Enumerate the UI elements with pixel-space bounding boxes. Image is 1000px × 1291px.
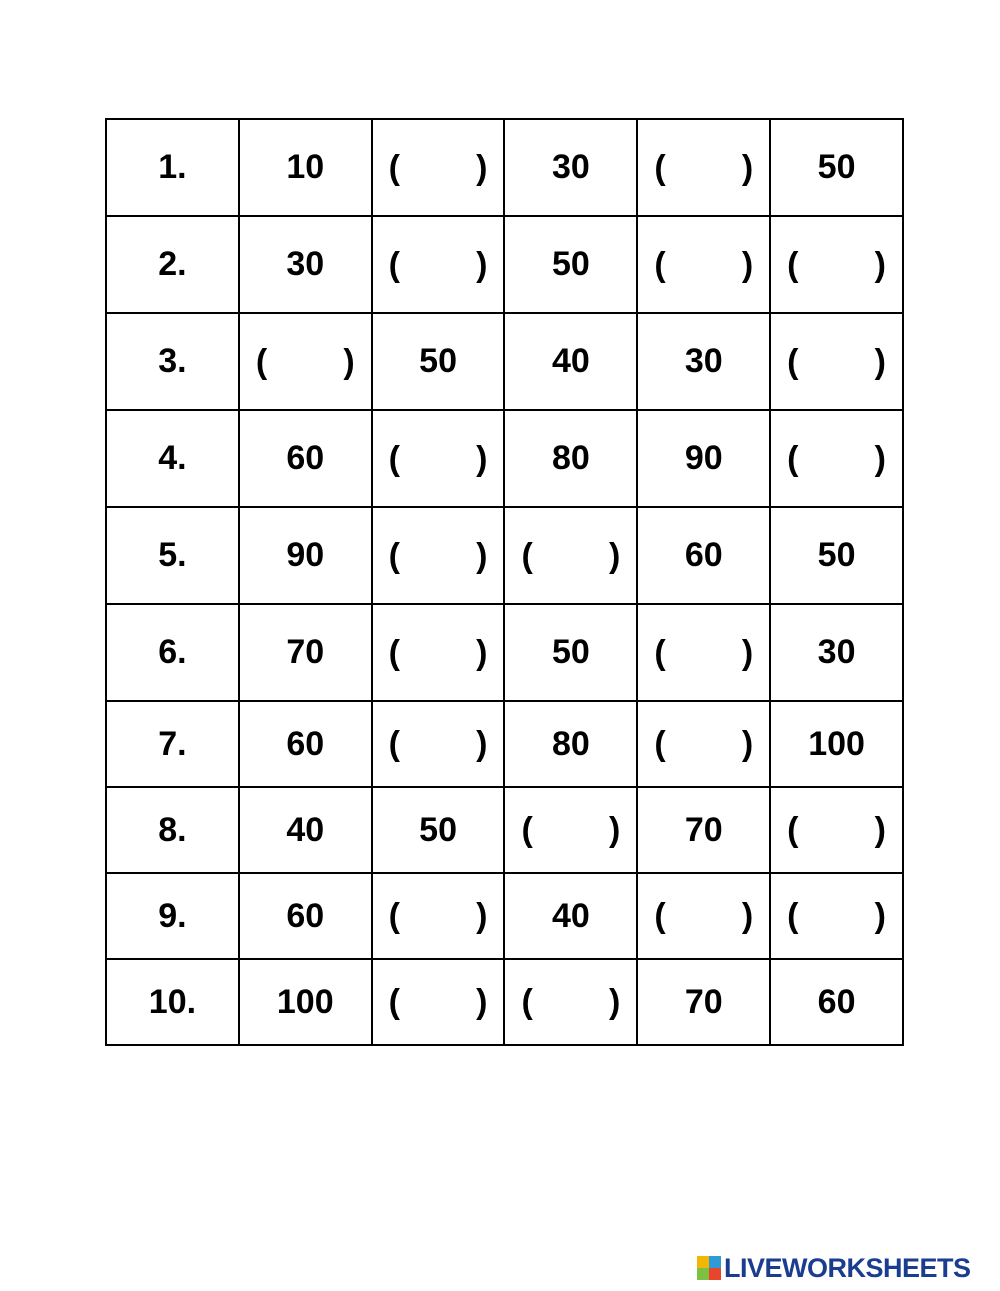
close-paren: ) <box>874 811 886 849</box>
answer-cell <box>372 959 505 1045</box>
open-paren: ( <box>388 536 400 575</box>
problem-number: 1. <box>106 119 239 216</box>
close-paren: ) <box>874 439 886 478</box>
logo-square-3 <box>697 1268 709 1280</box>
answer-input[interactable] <box>409 637 468 669</box>
given-number: 50 <box>372 787 505 873</box>
answer-cell <box>372 701 505 787</box>
problem-number: 9. <box>106 873 239 959</box>
close-paren: ) <box>476 983 488 1021</box>
open-paren: ( <box>787 245 799 284</box>
answer-cell <box>372 507 505 604</box>
table-row <box>106 959 903 1045</box>
answer-cell <box>770 873 903 959</box>
given-number: 60 <box>239 873 372 959</box>
given-number: 60 <box>239 701 372 787</box>
close-paren: ) <box>476 536 488 575</box>
given-number: 50 <box>770 119 903 216</box>
table-row <box>106 701 903 787</box>
table-row <box>106 410 903 507</box>
problem-number: 3. <box>106 313 239 410</box>
open-paren: ( <box>787 811 799 849</box>
answer-cell <box>637 873 770 959</box>
close-paren: ) <box>476 897 488 935</box>
close-paren: ) <box>741 245 754 284</box>
answer-input[interactable] <box>674 249 733 281</box>
liveworksheets-logo-icon <box>697 1256 721 1280</box>
answer-cell <box>770 216 903 313</box>
table-row <box>106 119 903 216</box>
close-paren: ) <box>874 245 886 284</box>
given-number: 70 <box>239 604 372 701</box>
open-paren: ( <box>388 245 400 284</box>
close-paren: ) <box>476 633 488 672</box>
close-paren: ) <box>741 897 754 935</box>
given-number: 90 <box>239 507 372 604</box>
answer-blank <box>638 245 769 285</box>
answer-input[interactable] <box>409 249 468 281</box>
given-number: 70 <box>637 959 770 1045</box>
answer-blank <box>771 342 902 382</box>
answer-input[interactable] <box>541 814 600 846</box>
close-paren: ) <box>608 536 621 575</box>
answer-cell <box>637 119 770 216</box>
given-number: 60 <box>239 410 372 507</box>
answer-input[interactable] <box>807 249 866 281</box>
logo-square-1 <box>697 1256 709 1268</box>
open-paren: ( <box>388 725 400 763</box>
answer-blank <box>373 724 504 764</box>
answer-blank <box>373 633 504 673</box>
open-paren: ( <box>388 633 400 672</box>
answer-input[interactable] <box>409 900 468 932</box>
open-paren: ( <box>654 245 666 284</box>
answer-blank <box>638 148 769 188</box>
open-paren: ( <box>521 811 533 849</box>
given-number: 50 <box>504 604 637 701</box>
answer-blank <box>638 724 769 764</box>
logo-square-2 <box>709 1256 721 1268</box>
answer-input[interactable] <box>541 540 600 572</box>
table-row <box>106 873 903 959</box>
given-number: 80 <box>504 410 637 507</box>
given-number: 50 <box>372 313 505 410</box>
answer-blank <box>771 245 902 285</box>
given-number: 40 <box>504 313 637 410</box>
close-paren: ) <box>608 811 621 849</box>
given-number: 40 <box>504 873 637 959</box>
answer-input[interactable] <box>674 152 733 184</box>
answer-input[interactable] <box>409 986 468 1018</box>
close-paren: ) <box>741 725 754 763</box>
answer-cell <box>372 119 505 216</box>
answer-blank <box>505 982 636 1022</box>
answer-cell <box>637 216 770 313</box>
answer-input[interactable] <box>674 637 733 669</box>
answer-cell <box>372 216 505 313</box>
answer-cell <box>637 701 770 787</box>
table-row <box>106 787 903 873</box>
given-number: 30 <box>637 313 770 410</box>
open-paren: ( <box>787 897 799 935</box>
open-paren: ( <box>654 725 666 763</box>
answer-blank <box>505 810 636 850</box>
close-paren: ) <box>476 245 488 284</box>
given-number: 60 <box>637 507 770 604</box>
open-paren: ( <box>388 439 400 478</box>
close-paren: ) <box>476 148 488 187</box>
table-row <box>106 507 903 604</box>
close-paren: ) <box>608 983 621 1021</box>
answer-cell <box>770 787 903 873</box>
liveworksheets-brand <box>697 1253 971 1283</box>
close-paren: ) <box>741 148 754 187</box>
answer-blank <box>638 896 769 936</box>
given-number: 30 <box>504 119 637 216</box>
problem-number: 7. <box>106 701 239 787</box>
given-number: 60 <box>770 959 903 1045</box>
problem-number: 5. <box>106 507 239 604</box>
open-paren: ( <box>388 897 400 935</box>
open-paren: ( <box>654 148 666 187</box>
answer-blank <box>771 439 902 479</box>
table-row <box>106 604 903 701</box>
answer-blank <box>505 536 636 576</box>
close-paren: ) <box>874 897 886 935</box>
answer-blank <box>373 536 504 576</box>
answer-input[interactable] <box>541 986 600 1018</box>
answer-blank <box>373 148 504 188</box>
problem-number: 6. <box>106 604 239 701</box>
given-number: 70 <box>637 787 770 873</box>
problem-number: 8. <box>106 787 239 873</box>
close-paren: ) <box>476 439 488 478</box>
answer-input[interactable] <box>674 900 733 932</box>
answer-cell <box>372 410 505 507</box>
answer-input[interactable] <box>807 814 866 846</box>
problem-number: 10. <box>106 959 239 1045</box>
answer-input[interactable] <box>409 728 468 760</box>
brand-text: LIVEWORKSHEETS <box>724 1253 971 1283</box>
table-row <box>106 216 903 313</box>
answer-cell <box>372 604 505 701</box>
answer-input[interactable] <box>807 900 866 932</box>
problem-number: 2. <box>106 216 239 313</box>
logo-square-4 <box>709 1268 721 1280</box>
worksheet-table <box>105 118 904 1046</box>
answer-blank <box>771 896 902 936</box>
answer-cell <box>504 959 637 1045</box>
close-paren: ) <box>476 725 488 763</box>
table-row <box>106 313 903 410</box>
open-paren: ( <box>388 148 400 187</box>
open-paren: ( <box>654 633 666 672</box>
answer-blank <box>373 439 504 479</box>
given-number: 90 <box>637 410 770 507</box>
given-number: 10 <box>239 119 372 216</box>
given-number: 30 <box>770 604 903 701</box>
open-paren: ( <box>521 983 533 1021</box>
given-number: 30 <box>239 216 372 313</box>
answer-cell <box>770 313 903 410</box>
answer-cell <box>637 604 770 701</box>
answer-input[interactable] <box>409 443 468 475</box>
answer-input[interactable] <box>276 346 335 378</box>
given-number: 50 <box>770 507 903 604</box>
answer-input[interactable] <box>674 728 733 760</box>
close-paren: ) <box>741 633 754 672</box>
answer-blank <box>240 342 371 382</box>
answer-cell <box>504 507 637 604</box>
answer-input[interactable] <box>807 443 866 475</box>
answer-blank <box>638 633 769 673</box>
answer-blank <box>771 810 902 850</box>
answer-cell <box>372 873 505 959</box>
close-paren: ) <box>343 342 355 381</box>
open-paren: ( <box>255 342 268 381</box>
answer-cell <box>504 787 637 873</box>
problem-number: 4. <box>106 410 239 507</box>
answer-cell <box>239 313 372 410</box>
open-paren: ( <box>388 983 400 1021</box>
close-paren: ) <box>874 342 886 381</box>
answer-blank <box>373 982 504 1022</box>
open-paren: ( <box>787 439 799 478</box>
given-number: 100 <box>770 701 903 787</box>
given-number: 40 <box>239 787 372 873</box>
answer-input[interactable] <box>409 152 468 184</box>
answer-blank <box>373 245 504 285</box>
open-paren: ( <box>654 897 666 935</box>
answer-cell <box>770 410 903 507</box>
given-number: 80 <box>504 701 637 787</box>
given-number: 100 <box>239 959 372 1045</box>
given-number: 50 <box>504 216 637 313</box>
answer-input[interactable] <box>807 346 866 378</box>
answer-input[interactable] <box>409 540 468 572</box>
answer-blank <box>373 896 504 936</box>
open-paren: ( <box>787 342 799 381</box>
open-paren: ( <box>521 536 533 575</box>
